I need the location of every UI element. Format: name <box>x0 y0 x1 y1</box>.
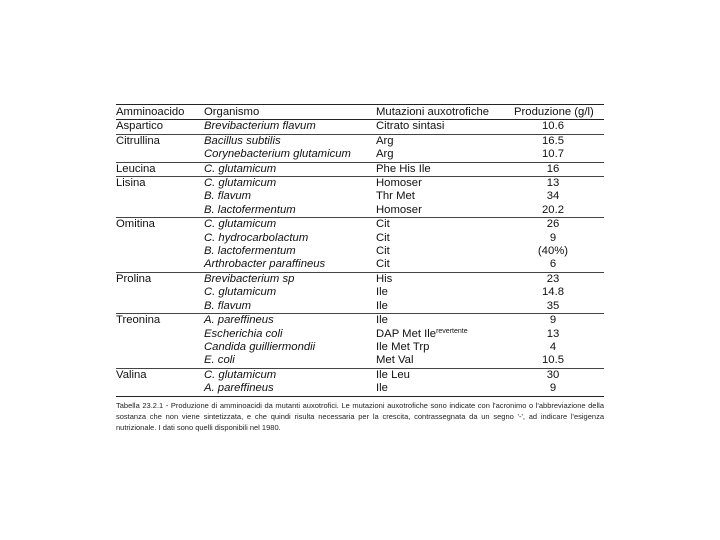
cell-organism: Escherichia coli <box>204 327 283 340</box>
document-page <box>116 104 604 433</box>
cell-production <box>510 232 604 245</box>
cell-organism: B. lactofermentum <box>204 245 296 258</box>
table-row <box>116 148 604 162</box>
mutation-text: Thr Met <box>376 190 415 203</box>
table-row <box>116 341 604 354</box>
cell-aminoacid <box>116 148 204 162</box>
header-organism: Organismo <box>204 105 376 120</box>
cell-organism: A. pareffineus <box>204 382 376 396</box>
production-value: 9 <box>549 382 557 395</box>
production-value: 16 <box>546 162 560 175</box>
cell-aminoacid: Aspartico <box>116 120 204 134</box>
cell-aminoacid: Prolina <box>116 272 152 285</box>
cell-organism: Brevibacterium sp <box>204 272 295 285</box>
mutation-text: Phe His Ile <box>376 162 431 175</box>
cell-production <box>510 354 604 368</box>
cell-aminoacid <box>116 258 204 272</box>
cell-production <box>510 286 604 299</box>
cell-mutation <box>376 300 510 314</box>
header-mutations: Mutazioni auxotrofiche <box>376 105 510 120</box>
table-row <box>116 258 604 272</box>
cell-mutation <box>376 314 510 328</box>
cell-organism: B. flavum <box>204 300 376 314</box>
cell-production <box>510 382 604 396</box>
cell-organism: Bacillus subtilis <box>204 134 281 147</box>
cell-aminoacid <box>116 190 204 203</box>
production-value: 4 <box>549 340 557 353</box>
cell-production <box>510 300 604 314</box>
cell-aminoacid <box>116 245 204 258</box>
production-value: 30 <box>546 368 560 381</box>
cell-organism: C. glutamicum <box>204 177 277 190</box>
mutation-text: His <box>376 272 393 285</box>
table-row <box>116 218 604 232</box>
mutation-text: Homoser <box>376 203 422 216</box>
cell-organism: B. flavum <box>204 190 252 203</box>
mutation-text: DAP Met Ile <box>376 327 437 340</box>
table-row <box>116 204 604 218</box>
production-value: 23 <box>546 272 560 285</box>
cell-aminoacid <box>116 204 204 218</box>
mutation-text: Arg <box>376 148 394 161</box>
cell-organism: Brevibacterium flavum <box>204 120 376 134</box>
cell-mutation <box>376 382 510 396</box>
cell-aminoacid <box>116 328 204 341</box>
cell-aminoacid: Omitina <box>116 218 155 231</box>
table-body <box>116 120 604 396</box>
mutation-text: Homoser <box>376 177 422 190</box>
cell-aminoacid: Lisina <box>116 177 146 190</box>
cell-aminoacid <box>116 341 204 354</box>
production-value: 13 <box>546 327 560 340</box>
mutation-text: Ile <box>376 286 388 299</box>
cell-aminoacid <box>116 354 204 368</box>
header-production: Produzione (g/l) <box>510 105 604 120</box>
mutation-text: Ile Met Trp <box>376 340 430 353</box>
cell-organism: C. glutamicum <box>204 218 277 231</box>
cell-production <box>510 148 604 162</box>
cell-organism: C. glutamicum <box>204 368 277 381</box>
cell-production <box>510 120 604 134</box>
cell-mutation <box>376 328 510 341</box>
cell-production <box>510 368 604 382</box>
production-value: 34 <box>546 190 560 203</box>
amino-acid-production-table <box>116 104 604 397</box>
cell-production <box>510 245 604 258</box>
production-value: 9 <box>549 314 557 327</box>
cell-production <box>510 204 604 218</box>
cell-aminoacid <box>116 382 204 396</box>
cell-organism: Arthrobacter paraffineus <box>204 258 376 272</box>
mutation-text: Ile Leu <box>376 368 410 381</box>
cell-mutation <box>376 232 510 245</box>
production-value: 10.6 <box>542 120 564 133</box>
cell-production <box>510 177 604 191</box>
table-caption: Tabella 23.2.1 - Produzione di amminoacidi da mutanti auxotrofici. Le mutazioni auxotrofiche sono indicate con l'acronimo o l'abbreviazione della sostanza che non viene sintetizzata, e che quindi risulta necessaria per la crescita, contrassegnata da un segno '-', ad indicare l'esigenza nutrizionale. I dati sono quelli disponibili nel 1980. <box>116 400 604 432</box>
table-row <box>116 382 604 396</box>
cell-mutation <box>376 120 510 134</box>
production-value: 16.5 <box>542 134 564 147</box>
cell-mutation <box>376 272 510 286</box>
mutation-text: Arg <box>376 134 394 147</box>
cell-production <box>510 314 604 328</box>
production-value: 10.5 <box>542 354 564 367</box>
mutation-text: Met Val <box>376 354 414 367</box>
cell-mutation <box>376 354 510 368</box>
cell-mutation <box>376 258 510 272</box>
table-header-row <box>116 105 604 120</box>
table-row <box>116 162 604 176</box>
cell-mutation <box>376 341 510 354</box>
cell-mutation <box>376 204 510 218</box>
production-value: 35 <box>546 299 560 312</box>
table-row <box>116 272 604 286</box>
mutation-text: Cit <box>376 245 390 258</box>
cell-organism: B. lactofermentum <box>204 204 376 218</box>
cell-mutation <box>376 245 510 258</box>
header-aminoacid: Amminoacido <box>116 105 204 120</box>
cell-production <box>510 190 604 203</box>
mutation-text: Citrato sintasi <box>376 120 445 133</box>
cell-aminoacid <box>116 300 204 314</box>
mutation-text: Cit <box>376 218 390 231</box>
cell-production <box>510 218 604 232</box>
production-value: 9 <box>549 231 557 244</box>
mutation-superscript: revertente <box>436 327 468 335</box>
cell-production <box>510 258 604 272</box>
production-value: 26 <box>546 218 560 231</box>
cell-production <box>510 272 604 286</box>
production-value: (40%) <box>537 245 569 258</box>
cell-organism: C. hydrocarbolactum <box>204 231 309 244</box>
cell-organism: C. glutamicum <box>204 162 376 176</box>
cell-mutation <box>376 162 510 176</box>
table-row <box>116 300 604 314</box>
cell-organism: C. glutamicum <box>204 286 277 299</box>
cell-aminoacid: Valina <box>116 368 147 381</box>
production-value: 10.7 <box>542 148 564 161</box>
cell-mutation <box>376 286 510 299</box>
cell-organism: A. pareffineus <box>204 314 274 327</box>
mutation-text: Ile <box>376 314 388 327</box>
cell-organism: Corynebacterium glutamicum <box>204 148 376 162</box>
production-value: 14.8 <box>542 286 564 299</box>
production-value: 20.2 <box>542 203 564 216</box>
production-value: 13 <box>546 177 560 190</box>
table-row <box>116 354 604 368</box>
mutation-text: Ile <box>376 382 388 395</box>
cell-mutation <box>376 368 510 382</box>
table-row <box>116 368 604 382</box>
table-row <box>116 245 604 258</box>
mutation-text: Ile <box>376 299 388 312</box>
table-row <box>116 286 604 299</box>
table-row <box>116 134 604 148</box>
cell-mutation <box>376 148 510 162</box>
table-row <box>116 120 604 134</box>
mutation-text: Cit <box>376 258 390 271</box>
cell-production <box>510 134 604 148</box>
cell-aminoacid: Treonina <box>116 314 161 327</box>
cell-mutation <box>376 177 510 191</box>
table-row <box>116 328 604 341</box>
cell-mutation <box>376 134 510 148</box>
table-row <box>116 314 604 328</box>
cell-mutation <box>376 218 510 232</box>
cell-mutation <box>376 190 510 203</box>
cell-production <box>510 328 604 341</box>
cell-aminoacid <box>116 232 204 245</box>
table-row <box>116 190 604 203</box>
cell-production <box>510 162 604 176</box>
mutation-text: Cit <box>376 231 390 244</box>
cell-aminoacid <box>116 286 204 299</box>
production-value: 6 <box>549 258 557 271</box>
cell-production <box>510 341 604 354</box>
table-row <box>116 232 604 245</box>
cell-organism: E. coli <box>204 354 376 368</box>
cell-aminoacid: Leucina <box>116 162 204 176</box>
cell-aminoacid: Citrullina <box>116 134 160 147</box>
table-row <box>116 177 604 191</box>
cell-organism: Candida guilliermondii <box>204 340 316 353</box>
